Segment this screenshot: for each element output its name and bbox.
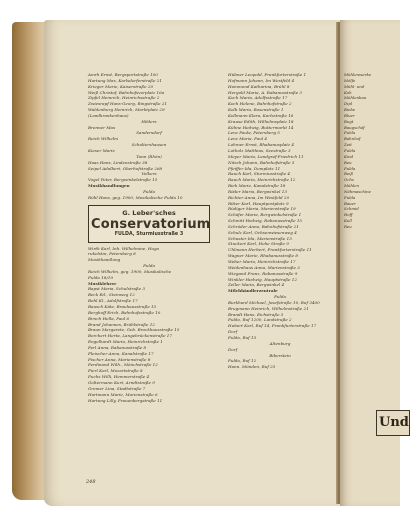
listing-entry: Reich Wilhelm, geg. 1900, Musikalische xyxy=(88,268,172,274)
listing-entry: Lenz Paula, Petersberg 5 xyxy=(228,130,280,136)
listing-entry: Fleischer Anna, Kanalstraße 17 xyxy=(88,350,154,356)
listing-entry: Fulda xyxy=(143,263,155,269)
listing-block xyxy=(88,286,210,403)
listing-entry: Fulda xyxy=(344,147,356,153)
listing-entry: Rühl Hans, geg. 1900, Musikalische Fulda 10 xyxy=(88,194,183,200)
listing-entry: Lenz Maria, Paul 4 xyxy=(228,136,268,142)
listing-entry: Hubert Karl, Ruf 14, Frankfurterstraße 17 xyxy=(228,323,317,329)
listing-block xyxy=(88,72,210,119)
listing-entry: Beck Ed., Steinweg 12 xyxy=(88,292,135,298)
listing-entry: Fulda 18/19 xyxy=(88,274,113,280)
listing-entry: Fulda, Ruf 1200, Landstraße 2 xyxy=(228,317,292,323)
listing-entry: Weiß Christof, Bahnhofsvorplatz 16a xyxy=(88,89,165,95)
listing-block xyxy=(228,72,332,288)
listing-entry: Kind xyxy=(344,153,354,159)
city-heading: Fulda xyxy=(274,294,286,300)
listing-entry: Ochs xyxy=(344,177,354,183)
listing-entry: Kull xyxy=(344,218,352,224)
listing-entry: Tann (Rhön) xyxy=(136,153,162,159)
listing-entry: Rüdiger Maria, Marienstraße 19 xyxy=(228,206,296,212)
page-number: 248 xyxy=(86,479,96,485)
listing-entry: Baugschäf xyxy=(344,124,365,130)
listing-entry: Richter Anna, Im Westfeld 20 xyxy=(228,194,290,200)
listing-entry: Haas Hans, Lindenstraße 38 xyxy=(88,159,148,165)
listing-entry: Fulda xyxy=(344,130,356,136)
listing-entry: Ferdinand Wilh., Mönchstraße 12 xyxy=(88,362,158,368)
city-heading: Fulda xyxy=(143,188,155,194)
listing-entry: Schmid xyxy=(344,206,359,212)
conservatorium-advertisement xyxy=(88,205,210,243)
listing-entry: Bluer xyxy=(344,112,355,118)
listing-entry: Volkers xyxy=(141,171,157,177)
listing-entry: Bohl Kl., Adolfstraße 17 xyxy=(88,298,138,304)
listing-entry: Mühl- und xyxy=(344,83,365,89)
listing-entry: Brand Johannes, Brühlstraße 12 xyxy=(88,321,155,327)
listing-entry: Reu xyxy=(344,223,352,229)
listing-entry: Nähmaschine xyxy=(344,188,371,194)
listing-entry: Engelhardt Maria, Heinrichstraße 1 xyxy=(88,339,163,345)
listing-block xyxy=(228,300,332,341)
listing-entry: Schulz Karl, Ochsenwiesenweg 4 xyxy=(228,229,297,235)
listing-entry: Koch Helene, Bahnhofstraße 2 xyxy=(228,101,292,107)
listing-entry: Nitsch Johann, Bahnhofstraße 5 xyxy=(228,159,295,165)
listing-entry: Bauer xyxy=(344,200,356,206)
listing-entry: Biebe xyxy=(344,107,356,113)
listing-entry: Ritter Karl, Hauptpostplatz 9 xyxy=(228,200,289,206)
listing-entry: Hofmann Johann, Im Westfeld 4 xyxy=(228,77,295,83)
listing-entry: Kollmann Klara, Karlsstraße 16 xyxy=(228,112,294,118)
listing-entry: Kolb Maria, Rosenstraße 1 xyxy=(228,107,284,113)
listing-entry: Pfeiffer Ida, Domplatz 11 xyxy=(228,165,281,171)
listing-entry: Biberstein xyxy=(269,352,291,358)
listing-entry: Zeit xyxy=(344,142,352,148)
listing-entry: Fischer Anna, Marienstraße 8 xyxy=(88,356,151,362)
ad-owner: G. Leber'sches xyxy=(122,208,176,217)
listing-entry: Weber Maria, Heinrichstraße 17 xyxy=(228,259,296,264)
listing-entry: Sandersdorf xyxy=(136,130,162,136)
listing-entry: Wagner Marie, Rhabanusstraße 8 xyxy=(228,253,298,259)
listing-entry: Röder Maria, Bergwinkel 13 xyxy=(228,188,287,194)
listing-entry: Krause Edith, Wilhelmsplatz 18 xyxy=(228,118,294,124)
listing-entry: Hartung Lilly, Frauenbergstraße 11 xyxy=(88,397,163,403)
listing-entry: Fulda xyxy=(344,194,356,200)
directory-column-middle xyxy=(228,72,332,370)
listing-entry: Fulda xyxy=(344,165,356,171)
listing-entry: Schröder Anna, Bahnhofstraße 21 xyxy=(228,223,299,229)
listing-entry: Borchert Herta, Langebrückenstraße 17 xyxy=(88,333,173,339)
listing-entry: Goltermann Kurt, Arndtstraße 9 xyxy=(88,379,155,385)
listing-block xyxy=(88,246,210,281)
listing-entry: Seipel Adalbert, Oberhofstraße 268 xyxy=(88,165,163,171)
listing-entry: Riek Marie, Kanalstraße 18 xyxy=(228,183,286,189)
listing-entry: Fulda, Ruf 12 xyxy=(228,358,257,364)
listing-entry: Schäfer Maria, Bergwinkelstraße 1 xyxy=(228,212,302,218)
listing-entry: Kieser Marie xyxy=(88,147,115,153)
listing-entry: Berghoff Erich, Bahnhofsstraße 10 xyxy=(88,309,161,315)
listing-entry: Zwiesrapf Hans-Georg, Ringstraße 21 xyxy=(88,101,167,107)
ad-title: Conservatorium xyxy=(91,216,211,232)
listing-entry: Wiegand Franz, Rabanusstraße 9 xyxy=(228,270,298,276)
listing-entry: Winkler Hedwig, Hauptstraße 12 xyxy=(228,276,297,282)
listing-entry: Reich Wilhelm xyxy=(88,136,119,142)
listing-entry: Koch Maria, Adolfsstraße 17 xyxy=(228,95,288,101)
listing-entry: Reiß xyxy=(344,171,354,177)
listing-entry: Hoff xyxy=(344,212,353,218)
ad-address: FULDA, Sturmiusstraße 3 xyxy=(114,231,184,237)
listing-entry: Lohmer Ernst, Rhabanusplatz 4 xyxy=(228,142,294,148)
listing-entry: Mühlenbau xyxy=(344,95,367,101)
listing-entry: Fulda, Ruf 15 xyxy=(228,334,257,340)
listing-entry: Stuckert Karl, Hohe Straße 9 xyxy=(228,241,289,247)
listing-entry: Fierl Karl, Mozartstraße 8 xyxy=(88,368,143,374)
section-heading: Musiklehrer xyxy=(88,280,117,286)
listing-entry: Weidenhaus Anna, Marienstraße 3 xyxy=(228,264,300,270)
listing-entry: Schmitt Hedwig, Rabanusstraße 15 xyxy=(228,218,303,224)
listing-entry: Zipfel Heinrich, Heinrichsstraße 2 xyxy=(88,95,160,101)
listing-entry: Dipl xyxy=(344,101,353,107)
listing-entry: Bapst Maria, Schulstraße 3 xyxy=(88,286,145,292)
listing-entry: Meyer Maria, Landgraf-Friedrich 11 xyxy=(228,153,304,159)
listing-entry: Bausch Käte, Brauhausstraße 15 xyxy=(88,304,157,309)
listing-entry: Hilders xyxy=(141,118,157,124)
listing-entry: rukelstin, Petersberg 8 xyxy=(88,251,136,257)
listing-entry: Schuster Ida, Marienstraße 13 xyxy=(228,235,292,241)
listing-entry: Hammond Katharina, Brühl 8 xyxy=(228,83,290,89)
listing-entry: Altenburg xyxy=(269,340,291,346)
section-heading: Milchhändlerzentrale xyxy=(228,288,278,294)
listing-entry: Vogel Peter, Bergwinkelstraße 15 xyxy=(88,177,158,183)
listing-entry: Birsch Hella, Paul 6 xyxy=(88,315,130,321)
listing-entry: Brandt Hans, Eichstraße 5 xyxy=(228,311,284,317)
listing-entry: Zeller Maria, Bergwinkel 4 xyxy=(228,282,285,288)
listing-entry: Braun Margarete, Geb. Brockhausstraße 15 xyxy=(88,327,180,333)
listing-entry: Amrh Ernst, Bergsportstraße 100 xyxy=(88,72,158,77)
listing-entry: Uhlmann Herbert, Frankfurterstraße 11 xyxy=(228,247,312,253)
listing-entry: Krieger Marie, Kaiserstraße 20 xyxy=(88,83,154,89)
listing-entry: Hartmann Marie, Marienstraße 6 xyxy=(88,391,158,397)
listing-entry: Lotholz Matthias, Seestraße 3 xyxy=(228,147,291,153)
listing-entry: Musikhandlung xyxy=(88,257,121,263)
listing-entry: Wirth Karl, Inh. Wilhelmine, Hugo xyxy=(88,245,160,251)
listing-block xyxy=(228,341,332,370)
right-page-box-ad: Und xyxy=(376,410,410,436)
listing-entry: Mühlen xyxy=(344,183,360,189)
listing-entry: Hartung Max, Karlsdorferstraße 21 xyxy=(88,77,162,83)
listing-entry: Rauch Maria, Heinrichstraße 12 xyxy=(228,177,296,183)
listing-entry: Beu xyxy=(344,159,352,165)
listing-entry: Bahnhof xyxy=(344,136,361,142)
listing-entry: Schaltershausen xyxy=(131,142,167,148)
listing-block xyxy=(88,119,210,183)
listing-entry: Hergold Maria, A. Rabanusstraße 3 xyxy=(228,89,303,95)
listing-entry: Waldenburg Heinrich, Marktplatz 29 xyxy=(88,107,165,113)
listing-entry: Mölfe xyxy=(344,77,356,83)
directory-column-left xyxy=(88,72,210,403)
listing-entry: Koh xyxy=(344,89,352,95)
listing-block xyxy=(344,72,400,230)
listing-entry: Kühne Hedwig, Buttermarkt 14 xyxy=(228,124,294,130)
listing-entry: Dorf xyxy=(228,329,238,335)
listing-entry: Brugmann Heinrich, Wilhelmstraße 21 xyxy=(228,305,309,311)
directory-column-right xyxy=(344,72,400,230)
section-heading: Musikhandlungen xyxy=(88,183,130,189)
listing-entry: Dorf xyxy=(228,346,238,352)
listing-entry: Rauch Karl, Sturmiusstraße 4 xyxy=(228,171,291,177)
listing-entry: Hann. Münden, Ruf 25 xyxy=(228,364,276,370)
listing-entry: Fuchs Willi, Hemmerstraße 4 xyxy=(88,374,150,380)
listing-entry: Burkhard Michael, Josefstraße 10, Ruf 3400 xyxy=(228,299,320,305)
listing-entry: (Landkrankenhaus) xyxy=(88,112,129,118)
listing-entry: Gremer Lina, Stadtstraße 7 xyxy=(88,385,146,391)
listing-entry: Ferl Anna, Rabanusstraße 8 xyxy=(88,344,147,350)
listing-entry: Hübner Leopold, Frankfurterstraße 1 xyxy=(228,72,307,77)
listing-entry: Brenner Max xyxy=(88,124,116,130)
listing-entry: Mühlenwerke xyxy=(344,72,372,77)
listing-entry: Bogt xyxy=(344,118,354,124)
